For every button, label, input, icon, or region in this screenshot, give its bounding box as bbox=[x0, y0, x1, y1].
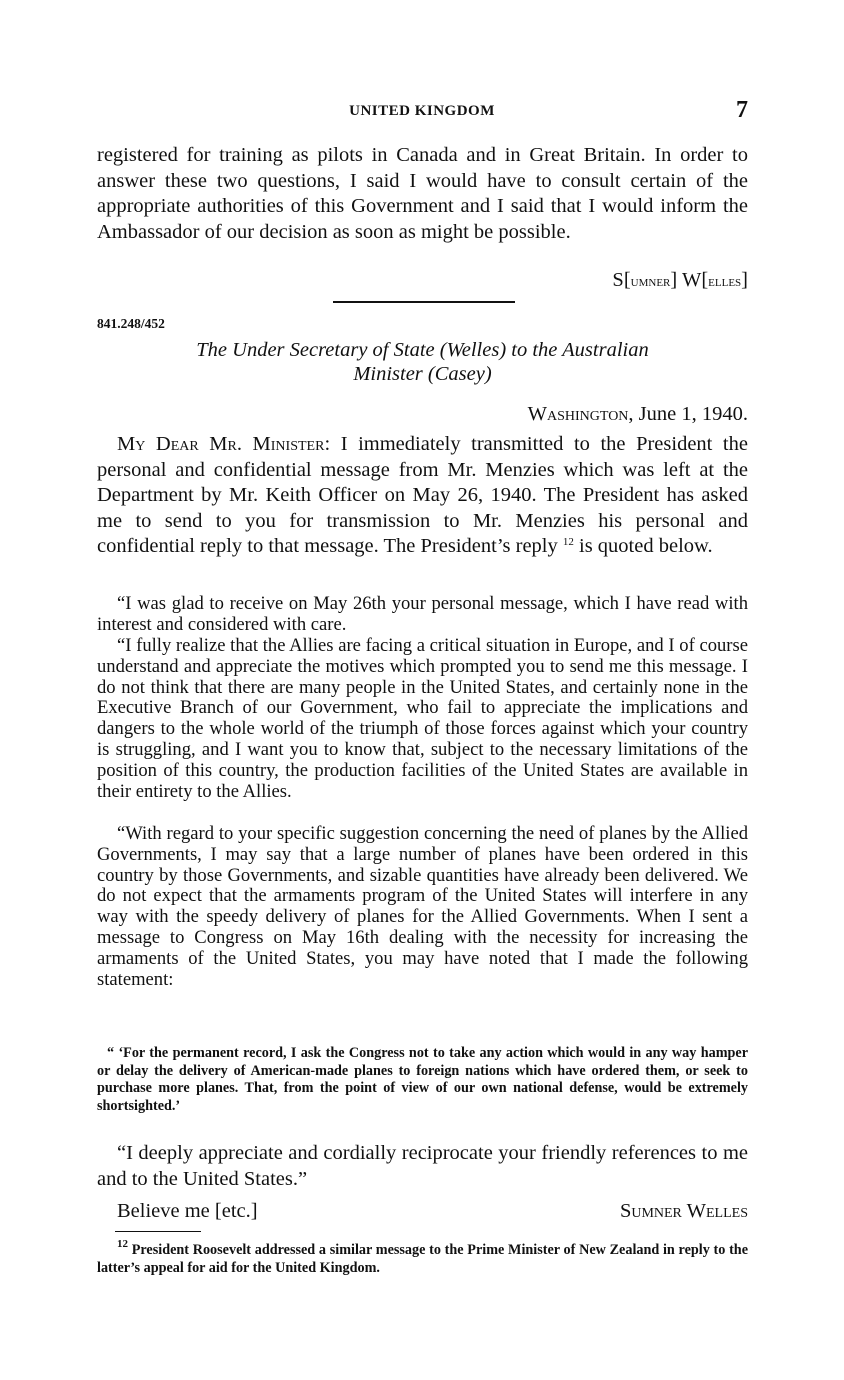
quote-paragraph-3: “With regard to your specific suggestion concerning the need of planes by the Allied Governments, I may say that a large number of planes have been ordered in this country by those Governments, and sizable quantities have already been delivered. We do not expect that the armaments program of the United States will interfere in any way with the speedy delivery of planes for the Allied Governments. When I sent a message to Congress on May 16th dealing with the necessity for increasing the armaments of the United States, you may have noted that I made the following statement: bbox=[97, 823, 748, 990]
inner-quotation: “ ‘For the permanent record, I ask the Congress not to take any action which would in any way hamper or delay the delivery of American-made planes to foreign nations which have ordered them, or seek to purchase more planes. That, from the point of view of our own national defense, would be extremely shortsighted.’ bbox=[97, 1045, 748, 1114]
page-number: 7 bbox=[736, 97, 748, 123]
closing: Believe me [etc.] bbox=[117, 1200, 258, 1222]
document-title-line2: Minister (Casey) bbox=[353, 363, 492, 385]
signature bbox=[97, 1199, 748, 1225]
salutation: My Dear Mr. Minister bbox=[117, 433, 325, 455]
document-title-line1: The Under Secretary of State (Welles) to the Australian bbox=[196, 339, 649, 361]
footnote bbox=[97, 1238, 748, 1277]
footnote-text: President Roosevelt addressed a similar message to the Prime Minister of New Zealand in reply to the latter’s appeal for aid for the United Kingdom. bbox=[97, 1242, 748, 1276]
signature-name: Sumner Welles bbox=[619, 1200, 748, 1222]
footnote-reference: 12 bbox=[562, 536, 574, 548]
letter-paragraph bbox=[97, 432, 748, 560]
footnote-number: 12 bbox=[117, 1238, 128, 1250]
document-file-number: 841.248/452 bbox=[97, 316, 165, 331]
dateline-place: Washington bbox=[527, 403, 629, 425]
dateline bbox=[97, 402, 748, 428]
sig-s: S bbox=[612, 269, 624, 291]
letter-paragraph-text: : I immediately transmitted to the President the personal and confidential message from Mr. Menzies which was left at the Department by Mr. Keith Officer on May 26, 1940. The President has asked me to send to you for transmission to Mr. Menzies his personal and confidential reply to that message. The President’s reply bbox=[97, 433, 748, 557]
running-title: UNITED KINGDOM bbox=[349, 103, 495, 119]
sig-w: W bbox=[681, 269, 702, 291]
document-title bbox=[97, 338, 748, 386]
sig-umner: umner bbox=[630, 273, 671, 290]
closing-quote-paragraph: “I deeply appreciate and cordially reciprocate your friendly references to me and to the United States.” bbox=[97, 1142, 748, 1190]
continuation-paragraph: registered for training as pilots in Canada and in Great Britain. In order to answer these two questions, I said I would have to consult certain of the appropriate authorities of this Government and I said that I would inform the Ambassador of our decision as soon as might be possible. bbox=[97, 144, 748, 243]
footnote-divider bbox=[115, 1231, 201, 1232]
first-signature: S[umner] W[elles] bbox=[612, 269, 748, 291]
letter-paragraph-end: is quoted below. bbox=[573, 535, 713, 557]
section-divider bbox=[333, 301, 515, 303]
sig-elles: elles bbox=[708, 273, 742, 290]
quote-paragraph-1: “I was glad to receive on May 26th your personal message, which I have read with interest and considered with care. bbox=[97, 593, 748, 635]
quote-paragraph-2: “I fully realize that the Allies are facing a critical situation in Europe, and I of course understand and appreciate the motives which prompted you to send me this message. I do not think that there are many people in the United States, and certainly none in the Executive Branch of our Government, who fail to appreciate the implications and dangers to the whole world of the triumph of those forces against which your country is struggling, and I want you to know that, subject to the necessary limitations of the position of this country, the production facilities of the United States are available in their entirety to the Allies. bbox=[97, 635, 748, 802]
dateline-date: , June 1, 1940. bbox=[628, 403, 748, 425]
